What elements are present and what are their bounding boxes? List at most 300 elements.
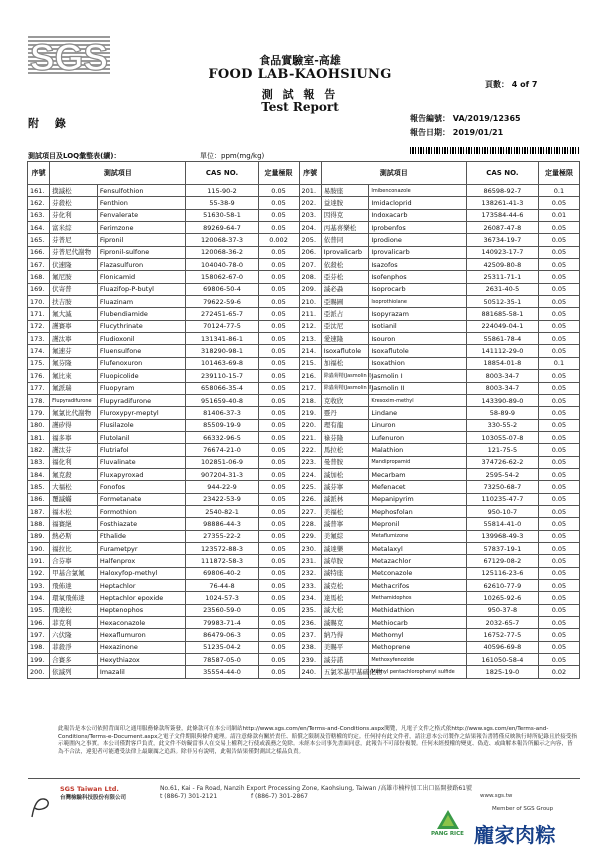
item-cn: 滅特座	[321, 567, 369, 579]
row-no: 178.	[28, 394, 50, 406]
table-row	[28, 542, 580, 554]
cas-no: 330-55-2	[466, 419, 538, 431]
loq: 0.05	[258, 481, 299, 493]
row-no: 163.	[28, 209, 50, 221]
item-en: Methomyl	[369, 629, 467, 641]
item-cn: 氟氯比代謝物	[50, 407, 98, 419]
website: www.sgs.tw	[480, 793, 513, 799]
cas-no: 8003-34-7	[466, 382, 538, 394]
item-en: Fipronil	[97, 234, 186, 246]
item-en: Hexaconazole	[97, 617, 186, 629]
loq: 0.05	[538, 259, 579, 271]
loq: 0.05	[258, 320, 299, 332]
item-cn: 護賽寧	[50, 320, 98, 332]
item-en: Jasmolin II	[369, 382, 467, 394]
item-en: Fluensulfone	[97, 345, 186, 357]
cas-no: 2540-82-1	[186, 505, 258, 517]
cas-no: 23560-59-0	[186, 604, 258, 616]
item-cn: 菲殺淨	[50, 641, 98, 653]
row-no: 191.	[28, 555, 50, 567]
loq: 0.05	[258, 296, 299, 308]
loq: 0.05	[258, 654, 299, 666]
loq: 0.05	[538, 370, 579, 382]
table-row	[28, 357, 580, 369]
cas-no: 76674-21-0	[186, 444, 258, 456]
row-no: 169.	[28, 283, 50, 295]
loq: 0.05	[538, 234, 579, 246]
item-en: Metazachlor	[369, 555, 467, 567]
cas-no: 318290-98-1	[186, 345, 258, 357]
cas-no: 67129-08-2	[466, 555, 538, 567]
row-no: 162.	[28, 197, 50, 209]
cas-no: 62610-77-9	[466, 580, 538, 592]
item-cn: 護汰芬	[50, 444, 98, 456]
cas-no: 104040-78-0	[186, 259, 258, 271]
cas-no: 85509-19-9	[186, 419, 258, 431]
row-no: 182.	[28, 444, 50, 456]
row-no: 168.	[28, 271, 50, 283]
row-no: 219.	[299, 407, 321, 419]
table-subtitle: 測試項目及LOQ彙整表(續)：	[28, 152, 121, 160]
report-date-value: 2019/01/21	[452, 128, 504, 137]
item-cn: 納乃得	[321, 629, 369, 641]
cas-no: 224049-04-1	[466, 320, 538, 332]
loq: 0.05	[538, 271, 579, 283]
table-body	[28, 185, 580, 679]
cas-no: 55861-78-4	[466, 333, 538, 345]
item-cn: 亞賜圃	[321, 296, 369, 308]
item-en: Isoprothiolane	[369, 296, 467, 308]
loq: 0.02	[538, 666, 579, 678]
row-no: 212.	[299, 320, 321, 332]
row-no: 226.	[299, 493, 321, 505]
report-date-label: 報告日期：	[410, 128, 450, 137]
loq: 0.05	[538, 320, 579, 332]
table-row	[28, 654, 580, 666]
item-cn: 滅加松	[321, 468, 369, 480]
item-en: Mecarbam	[369, 468, 467, 480]
item-en: Fonofos	[97, 481, 186, 493]
row-no: 194.	[28, 592, 50, 604]
report-title-cn: 測 試 報 告	[261, 88, 339, 101]
item-cn: 六伏隆	[50, 629, 98, 641]
loq: 0.05	[258, 222, 299, 234]
item-en: Fluopyram	[97, 382, 186, 394]
loq: 0.05	[258, 468, 299, 480]
item-cn: 熱必斯	[50, 530, 98, 542]
loq: 0.05	[258, 382, 299, 394]
row-no: 227.	[299, 505, 321, 517]
table-header-row	[28, 162, 580, 185]
cas-no: 374726-62-2	[466, 456, 538, 468]
row-no: 232.	[299, 567, 321, 579]
cas-no: 944-22-9	[186, 481, 258, 493]
item-en: Fluroxypyr-meptyl	[97, 407, 186, 419]
report-date	[410, 127, 503, 138]
cas-no: 27355-22-2	[186, 530, 258, 542]
item-cn: 祿芬隆	[321, 431, 369, 443]
item-en: Fenvalerate	[97, 209, 186, 221]
cas-no: 51630-58-1	[186, 209, 258, 221]
barcode	[410, 147, 580, 154]
cas-no: 123572-88-3	[186, 542, 258, 554]
row-no: 195.	[28, 604, 50, 616]
item-cn: 五氯苯基甲基硫化物	[321, 666, 369, 678]
loq: 0.05	[258, 419, 299, 431]
cas-no: 79622-59-6	[186, 296, 258, 308]
loq: 0.05	[258, 444, 299, 456]
cas-no: 110235-47-7	[466, 493, 538, 505]
item-cn: 氟速芬	[50, 345, 98, 357]
item-cn: 達馬松	[321, 592, 369, 604]
cas-no: 23422-53-9	[186, 493, 258, 505]
item-en: Isoxathion	[369, 357, 467, 369]
row-no: 229.	[299, 530, 321, 542]
loq: 0.05	[258, 530, 299, 542]
cas-no: 2032-65-7	[466, 617, 538, 629]
table-row	[28, 209, 580, 221]
cas-no: 79983-71-4	[186, 617, 258, 629]
item-en: Iprodione	[369, 234, 467, 246]
row-no: 202.	[299, 197, 321, 209]
loq: 0.05	[258, 370, 299, 382]
loq: 0.05	[538, 654, 579, 666]
item-cn: 氟克殺	[50, 468, 98, 480]
loq: 0.05	[538, 604, 579, 616]
table-row	[28, 370, 580, 382]
header-cas: CAS NO.	[466, 162, 538, 185]
item-cn: 依殺松	[321, 259, 369, 271]
row-no: 167.	[28, 259, 50, 271]
item-cn: 亞汰尼	[321, 320, 369, 332]
row-no: 198.	[28, 641, 50, 653]
table-row	[28, 518, 580, 530]
item-cn: 護矽得	[50, 419, 98, 431]
report-number	[410, 113, 521, 124]
row-no: 177.	[28, 382, 50, 394]
item-cn: 因得克	[321, 209, 369, 221]
item-cn: 芬普尼代謝物	[50, 246, 98, 258]
page-number	[485, 79, 537, 90]
row-no: 231.	[299, 555, 321, 567]
cas-no: 120068-36-2	[186, 246, 258, 258]
item-en: Fluazifop-P-butyl	[97, 283, 186, 295]
item-cn: 扶吉胺	[50, 296, 98, 308]
loq: 0.05	[538, 617, 579, 629]
table-row	[28, 394, 580, 406]
row-no: 192.	[28, 567, 50, 579]
cas-no: 55814-41-0	[466, 518, 538, 530]
item-en: Imidacloprid	[369, 197, 467, 209]
cas-no: 57837-19-1	[466, 542, 538, 554]
item-cn: 滅芬寧	[321, 481, 369, 493]
row-no: 181.	[28, 431, 50, 443]
item-en: Kresoxim-methyl	[369, 394, 467, 406]
cas-no: 2595-54-2	[466, 468, 538, 480]
item-en: Fluazinam	[97, 296, 186, 308]
loq: 0.05	[538, 222, 579, 234]
item-en: Fluopicolide	[97, 370, 186, 382]
item-cn: 亞芬松	[321, 271, 369, 283]
row-no: 187.	[28, 505, 50, 517]
item-cn: Flupyradifurone	[50, 394, 98, 406]
loq: 0.05	[538, 555, 579, 567]
loq: 0.05	[258, 283, 299, 295]
table-row	[28, 222, 580, 234]
item-cn: 亞派占	[321, 308, 369, 320]
table-row	[28, 444, 580, 456]
row-no: 203.	[299, 209, 321, 221]
appendix-label: 附 錄	[28, 117, 72, 130]
row-no: 238.	[299, 641, 321, 653]
item-en: Mandipropamid	[369, 456, 467, 468]
item-en: Isoprocarb	[369, 283, 467, 295]
item-en: Malathion	[369, 444, 467, 456]
item-en: Methyl pentachlorophenyl sulfide	[369, 666, 467, 678]
item-cn: 馬拉松	[321, 444, 369, 456]
loq: 0.05	[538, 407, 579, 419]
item-cn: 覆滅蟎	[50, 493, 98, 505]
table-row	[28, 629, 580, 641]
loq: 0.05	[538, 530, 579, 542]
cas-no: 26087-47-8	[466, 222, 538, 234]
member-of-sgs: Member of SGS Group	[492, 806, 554, 812]
cas-no: 66332-96-5	[186, 431, 258, 443]
row-no: 234.	[299, 592, 321, 604]
loq: 0.05	[538, 468, 579, 480]
item-en: Halfenprox	[97, 555, 186, 567]
loq: 0.05	[538, 580, 579, 592]
cas-no: 950-37-8	[466, 604, 538, 616]
loq: 0.05	[538, 333, 579, 345]
cas-no: 55-38-9	[186, 197, 258, 209]
row-no: 217.	[299, 382, 321, 394]
row-no: 210.	[299, 296, 321, 308]
fax: f (886-7) 301-2867	[251, 793, 308, 800]
item-cn: 合賽多	[50, 654, 98, 666]
item-en: Isouron	[369, 333, 467, 345]
row-no: 175.	[28, 357, 50, 369]
cas-no: 173584-44-6	[466, 209, 538, 221]
row-no: 228.	[299, 518, 321, 530]
item-cn: 克收欣	[321, 394, 369, 406]
footer-address	[160, 785, 472, 801]
item-cn: 環氧飛佈達	[50, 592, 98, 604]
item-cn: 福拉比	[50, 542, 98, 554]
item-en: Lufenuron	[369, 431, 467, 443]
loq: 0.05	[538, 493, 579, 505]
table-row	[28, 345, 580, 357]
loq: 0.05	[258, 333, 299, 345]
cas-no: 103055-07-8	[466, 431, 538, 443]
item-cn: 加福松	[321, 357, 369, 369]
table-row	[28, 666, 580, 678]
table-row	[28, 481, 580, 493]
loq: 0.05	[258, 617, 299, 629]
cas-no: 98886-44-3	[186, 518, 258, 530]
item-cn: Iprovalicarb	[321, 246, 369, 258]
item-en: Lindane	[369, 407, 467, 419]
row-no: 200.	[28, 666, 50, 678]
cas-no: 141112-29-0	[466, 345, 538, 357]
row-no: 170.	[28, 296, 50, 308]
cas-no: 73250-68-7	[466, 481, 538, 493]
loq: 0.05	[538, 505, 579, 517]
item-cn: 依普同	[321, 234, 369, 246]
table-row	[28, 320, 580, 332]
footer-divider	[28, 778, 580, 779]
item-en: Mephosfolan	[369, 505, 467, 517]
item-en: Fthalide	[97, 530, 186, 542]
item-en: Methoprene	[369, 641, 467, 653]
header-no: 序號	[28, 162, 50, 185]
item-en: Indoxacarb	[369, 209, 467, 221]
table-row	[28, 197, 580, 209]
cas-no: 16752-77-5	[466, 629, 538, 641]
loq: 0.05	[258, 431, 299, 443]
item-en: Ferimzone	[97, 222, 186, 234]
cas-no: 2631-40-5	[466, 283, 538, 295]
row-no: 233.	[299, 580, 321, 592]
row-no: 201.	[299, 185, 321, 197]
item-cn: 甲基合氯氟	[50, 567, 98, 579]
item-cn: 菲克利	[50, 617, 98, 629]
item-cn: 大福松	[50, 481, 98, 493]
row-no: 183.	[28, 456, 50, 468]
item-en: Jasmolin I	[369, 370, 467, 382]
svg-text:SGS: SGS	[29, 37, 109, 78]
cas-no: 42509-80-8	[466, 259, 538, 271]
item-en: Methacrifos	[369, 580, 467, 592]
table-row	[28, 530, 580, 542]
row-no: 161.	[28, 185, 50, 197]
cas-no: 89269-64-7	[186, 222, 258, 234]
item-en: Mepronil	[369, 518, 467, 530]
item-en: Hexaflumuron	[97, 629, 186, 641]
loq: 0.05	[538, 456, 579, 468]
item-en: Heptachlor epoxide	[97, 592, 186, 604]
loq: 0.05	[538, 382, 579, 394]
cas-no: 658066-35-4	[186, 382, 258, 394]
cas-no: 51235-04-2	[186, 641, 258, 653]
item-en: Flubendiamide	[97, 308, 186, 320]
loq: 0.05	[258, 580, 299, 592]
row-no: 230.	[299, 542, 321, 554]
cas-no: 36734-19-7	[466, 234, 538, 246]
item-en: Isoxaflutole	[369, 345, 467, 357]
cas-no: 121-75-5	[466, 444, 538, 456]
item-cn: 滅必蝨	[321, 283, 369, 295]
item-cn: 滅派林	[321, 493, 369, 505]
item-cn: 氟大滅	[50, 308, 98, 320]
loq: 0.05	[258, 209, 299, 221]
row-no: 209.	[299, 283, 321, 295]
loq: 0.05	[258, 394, 299, 406]
item-en: Iprobenfos	[369, 222, 467, 234]
cas-no: 81406-37-3	[186, 407, 258, 419]
item-cn: 福多寧	[50, 431, 98, 443]
loq: 0.05	[258, 592, 299, 604]
table-row	[28, 617, 580, 629]
row-no: 218.	[299, 394, 321, 406]
row-no: 224.	[299, 468, 321, 480]
row-no: 176.	[28, 370, 50, 382]
row-no: 185.	[28, 481, 50, 493]
item-en: Flutolanil	[97, 431, 186, 443]
row-no: 199.	[28, 654, 50, 666]
item-en: Heptachlor	[97, 580, 186, 592]
table-row	[28, 308, 580, 320]
row-no: 237.	[299, 629, 321, 641]
item-en: Hexazinone	[97, 641, 186, 653]
item-en: Fludioxonil	[97, 333, 186, 345]
address: No.61, Kai - Fa Road, Nanzih Export Processing Zone, Kaohsiung, Taiwan /高雄市楠梓加工出口區開發路61號	[160, 785, 472, 792]
item-en: Methiocarb	[369, 617, 467, 629]
cas-no: 111872-58-3	[186, 555, 258, 567]
item-cn: 美氟綜	[321, 530, 369, 542]
item-cn: 滅芬諾	[321, 654, 369, 666]
item-cn: 除蟲菊精(Jasmolin I)	[321, 370, 369, 382]
loq: 0.05	[258, 407, 299, 419]
item-en: Furametpyr	[97, 542, 186, 554]
row-no: 196.	[28, 617, 50, 629]
row-no: 208.	[299, 271, 321, 283]
item-en: Flazasulfuron	[97, 259, 186, 271]
item-cn: 氟芬隆	[50, 357, 98, 369]
pang-rice-label: PANG RICE	[431, 831, 464, 837]
cas-no: 951659-40-8	[186, 394, 258, 406]
item-cn: 依滅列	[50, 666, 98, 678]
item-en: Mefenacet	[369, 481, 467, 493]
table-row	[28, 382, 580, 394]
item-cn: 氟比來	[50, 370, 98, 382]
table-unit: 單位：ppm(mg/kg)	[200, 152, 265, 160]
cas-no: 239110-15-7	[186, 370, 258, 382]
loq: 0.05	[538, 345, 579, 357]
header-loq: 定量極限	[258, 162, 299, 185]
lab-name-cn: 食品實驗室-高雄	[259, 54, 341, 67]
cas-no: 881685-58-1	[466, 308, 538, 320]
cas-no: 102851-06-9	[186, 456, 258, 468]
item-en: Mepanipyrim	[369, 493, 467, 505]
cas-no: 76-44-8	[186, 580, 258, 592]
table-row	[28, 185, 580, 197]
cas-no: 8003-34-7	[466, 370, 538, 382]
item-en: Methamidophos	[369, 592, 467, 604]
item-cn: 福化利	[50, 456, 98, 468]
cas-no: 10265-92-6	[466, 592, 538, 604]
loq: 0.05	[538, 394, 579, 406]
row-no: 235.	[299, 604, 321, 616]
loq: 0.05	[538, 567, 579, 579]
item-en: Imazalil	[97, 666, 186, 678]
cas-no: 115-90-2	[186, 185, 258, 197]
loq: 0.05	[258, 259, 299, 271]
table-row	[28, 641, 580, 653]
item-cn: 曼普胺	[321, 456, 369, 468]
lab-name-en: FOOD LAB-KAOHSIUNG	[208, 67, 392, 82]
cas-no: 125116-23-6	[466, 567, 538, 579]
item-en: Fipronil-sulfone	[97, 246, 186, 258]
table-row	[28, 283, 580, 295]
item-en: Fosthiazate	[97, 518, 186, 530]
row-no: 213.	[299, 333, 321, 345]
item-en: Isotianil	[369, 320, 467, 332]
loq: 0.05	[538, 542, 579, 554]
item-en: Methidathion	[369, 604, 467, 616]
table-row	[28, 456, 580, 468]
loq: 0.05	[258, 518, 299, 530]
